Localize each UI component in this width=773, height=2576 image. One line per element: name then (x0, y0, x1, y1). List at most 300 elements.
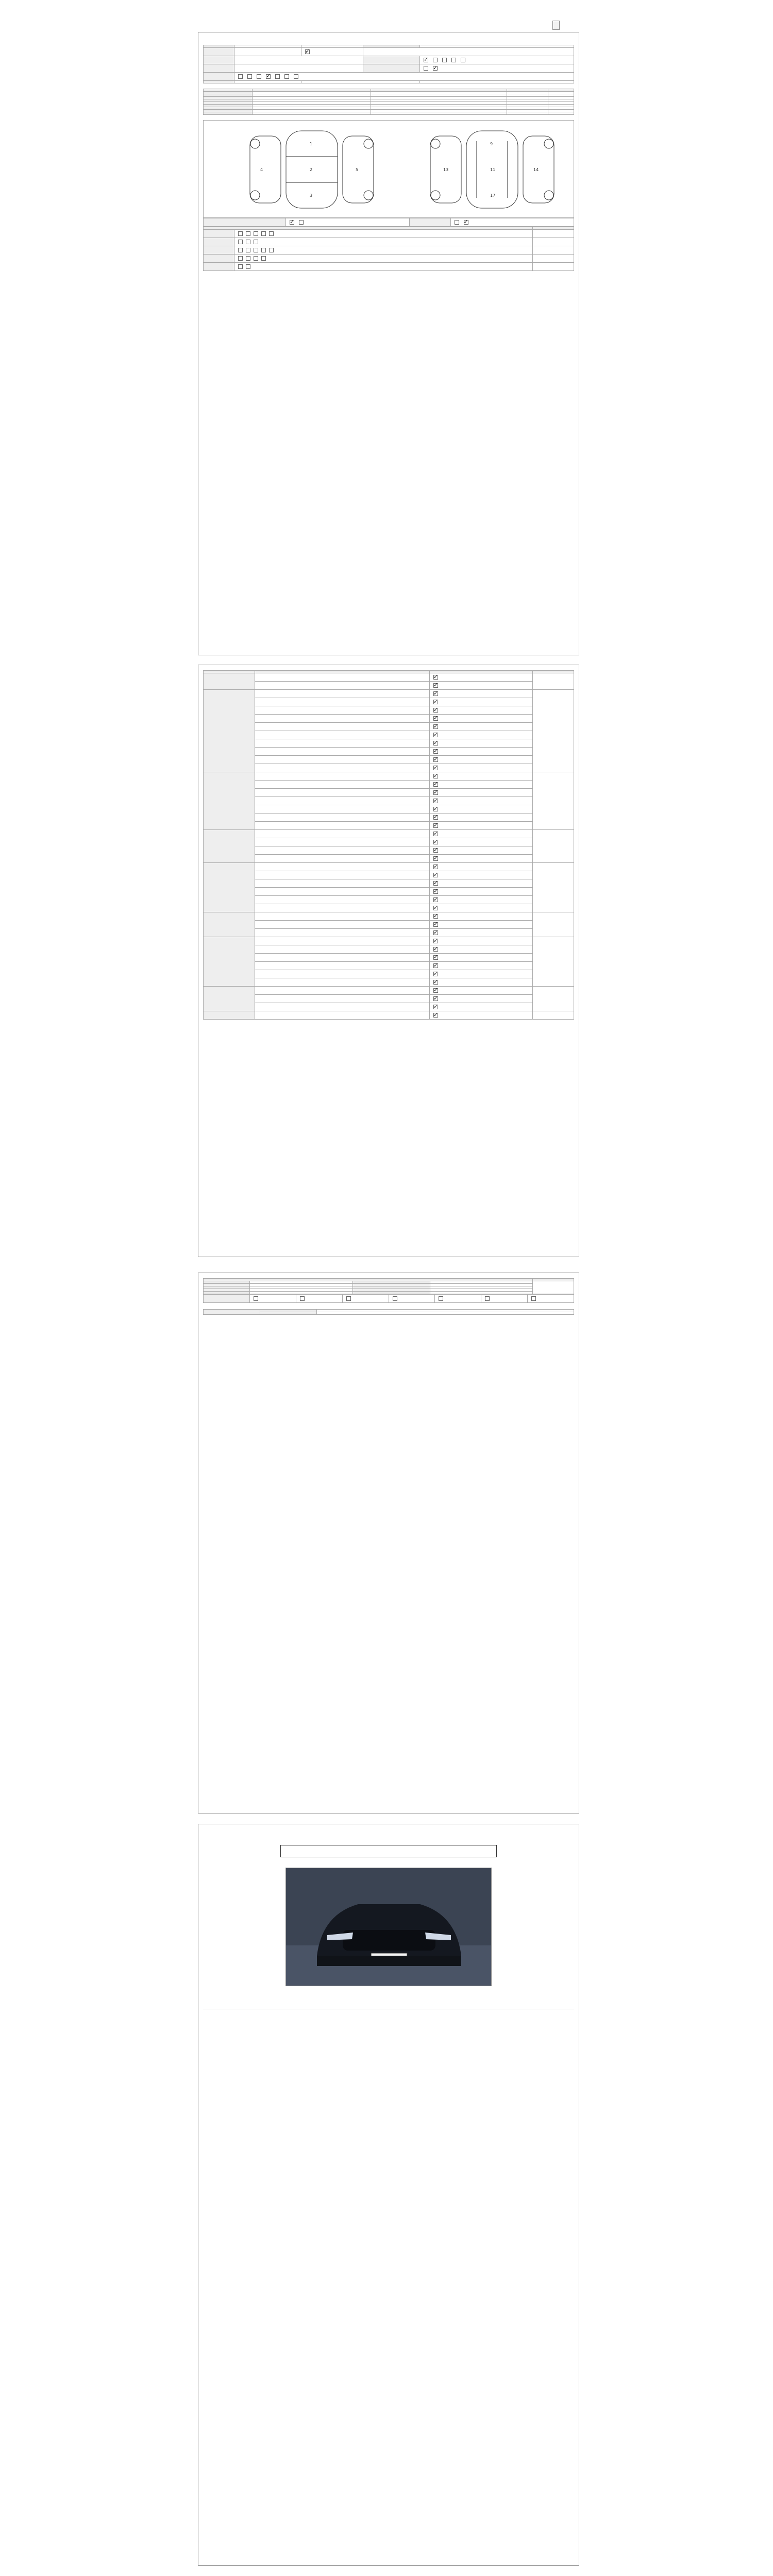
detail-row (204, 814, 574, 822)
detail-item-state[interactable] (430, 1003, 533, 1011)
svg-text:1: 1 (310, 142, 313, 146)
exchange-item-checkbox[interactable] (254, 256, 258, 261)
exchange-item-checkbox[interactable] (269, 248, 274, 252)
detail-item-label (255, 739, 430, 748)
detail-state-checkbox[interactable] (433, 757, 438, 762)
exchange-item-checkbox[interactable] (238, 231, 243, 236)
detail-group-price (533, 987, 574, 1011)
exchange-rank-items (234, 230, 533, 238)
detail-row (204, 970, 574, 978)
engine-value (234, 81, 301, 83)
detail-item-state[interactable] (430, 945, 533, 954)
svg-text:4: 4 (260, 167, 263, 172)
other-row-right-state[interactable] (430, 1292, 533, 1294)
detail-item-label (255, 871, 430, 879)
other-row (204, 1292, 574, 1294)
car-diagram (203, 120, 574, 218)
page-1 (198, 32, 579, 655)
detail-row (204, 698, 574, 706)
status-row-price (507, 112, 548, 115)
basic-item[interactable] (528, 1295, 574, 1303)
exchange-rank-price (533, 238, 574, 246)
detail-item-state[interactable] (430, 822, 533, 830)
detail-item-label (255, 912, 430, 921)
status-row-detail (371, 112, 507, 115)
status-row-state[interactable] (253, 112, 371, 115)
exchange-item-checkbox[interactable] (261, 231, 266, 236)
detail-row (204, 797, 574, 805)
vin-value (234, 64, 363, 73)
detail-item-label (255, 797, 430, 805)
basic-item-checkbox[interactable] (485, 1296, 490, 1301)
detail-row (204, 978, 574, 987)
exchange-item-checkbox[interactable] (238, 256, 243, 261)
detail-item-state[interactable] (430, 896, 533, 904)
detail-group-name (204, 673, 255, 690)
detail-item-state[interactable] (430, 698, 533, 706)
top-bar (198, 21, 579, 31)
fuel-etc[interactable] (294, 74, 298, 79)
detail-item-state[interactable] (430, 739, 533, 748)
detail-group-name (204, 772, 255, 830)
detail-row (204, 995, 574, 1003)
detail-item-state[interactable] (430, 723, 533, 731)
detail-state-checkbox[interactable] (433, 865, 438, 869)
detail-state-checkbox[interactable] (433, 716, 438, 721)
detail-row (204, 896, 574, 904)
warranty-self[interactable] (424, 66, 428, 71)
detail-group-price (533, 830, 574, 863)
detail-item-state[interactable] (430, 871, 533, 879)
feature-table (203, 1309, 574, 1315)
other-table (203, 1278, 574, 1294)
detail-item-state[interactable] (430, 789, 533, 797)
detail-item-state[interactable] (430, 954, 533, 962)
transmission-cvt[interactable] (451, 58, 456, 62)
detail-item-label (255, 995, 430, 1003)
exchange-row (204, 255, 574, 263)
warranty-label (363, 64, 420, 73)
year-label (204, 48, 234, 56)
detail-item-state[interactable] (430, 863, 533, 871)
detail-item-state[interactable] (430, 921, 533, 929)
detail-state-checkbox[interactable] (433, 840, 438, 844)
detail-item-state[interactable] (430, 888, 533, 896)
detail-group-price (533, 863, 574, 912)
fuel-label (204, 73, 234, 81)
detail-group-name (204, 987, 255, 1011)
detail-state-checkbox[interactable] (433, 749, 438, 754)
detail-group-price (533, 673, 574, 690)
vehicle-info-table (203, 45, 574, 83)
detail-item-label (255, 888, 430, 896)
fuel-hybrid[interactable] (266, 74, 271, 79)
detail-row (204, 789, 574, 797)
detail-row (204, 1003, 574, 1011)
detail-item-label (255, 970, 430, 978)
accident-history-table (203, 218, 574, 227)
detail-state-checkbox[interactable] (433, 996, 438, 1001)
detail-state-checkbox[interactable] (433, 955, 438, 960)
exchange-item-checkbox[interactable] (254, 248, 258, 252)
detail-item-state[interactable] (430, 830, 533, 838)
exchange-item-checkbox[interactable] (238, 248, 243, 252)
detail-item-state[interactable] (430, 846, 533, 855)
detail-state-checkbox[interactable] (433, 766, 438, 770)
detail-row (204, 781, 574, 789)
detail-row (204, 748, 574, 756)
detail-row (204, 962, 574, 970)
detail-state-checkbox[interactable] (433, 906, 438, 910)
basic-item[interactable] (250, 1295, 296, 1303)
detail-state-checkbox[interactable] (433, 774, 438, 778)
detail-row (204, 682, 574, 690)
year-value (234, 48, 301, 56)
detail-state-checkbox[interactable] (433, 873, 438, 877)
basic-item-checkbox[interactable] (393, 1296, 397, 1301)
notice-section-2 (198, 1325, 579, 1330)
detail-row (204, 764, 574, 772)
detail-item-label (255, 706, 430, 715)
status-table (203, 89, 574, 115)
print-button[interactable] (552, 21, 560, 30)
exchange-rank-price (533, 263, 574, 271)
detail-item-label (255, 764, 430, 772)
detail-state-checkbox[interactable] (433, 988, 438, 993)
basic-item-checkbox[interactable] (300, 1296, 305, 1301)
exchange-row (204, 230, 574, 238)
other-row-state[interactable] (250, 1292, 353, 1294)
detail-state-checkbox[interactable] (433, 691, 438, 696)
simple-repair-none[interactable] (455, 220, 459, 225)
detail-item-label (255, 805, 430, 814)
detail-row (204, 690, 574, 698)
detail-row (204, 805, 574, 814)
exchange-item-checkbox[interactable] (254, 231, 258, 236)
exchange-item-checkbox[interactable] (246, 256, 250, 261)
engine-label (204, 81, 234, 83)
svg-text:5: 5 (356, 167, 359, 172)
detail-item-label (255, 756, 430, 764)
exchange-item-checkbox[interactable] (246, 231, 250, 236)
page-2 (198, 665, 579, 1257)
exchange-rank-price (533, 255, 574, 263)
exchange-row (204, 263, 574, 271)
detail-item-state[interactable] (430, 855, 533, 863)
detail-item-label (255, 830, 430, 838)
detail-state-checkbox[interactable] (433, 683, 438, 688)
basic-item-checkbox[interactable] (346, 1296, 351, 1301)
detail-row (204, 673, 574, 682)
detail-item-state[interactable] (430, 904, 533, 912)
basic-item-checkbox[interactable] (439, 1296, 443, 1301)
detail-state-checkbox[interactable] (433, 897, 438, 902)
detail-item-label (255, 698, 430, 706)
detail-item-label (255, 772, 430, 781)
detail-item-state[interactable] (430, 706, 533, 715)
detail-state-checkbox[interactable] (433, 733, 438, 737)
detail-row (204, 838, 574, 846)
detail-group-name (204, 937, 255, 987)
detail-state-checkbox[interactable] (433, 914, 438, 919)
detail-row (204, 715, 574, 723)
exchange-rank-items (234, 246, 533, 255)
detail-item-label (255, 896, 430, 904)
detail-item-state[interactable] (430, 970, 533, 978)
exchange-item-checkbox[interactable] (254, 240, 258, 244)
detail-group-price (533, 1011, 574, 1020)
basic-label (204, 1295, 250, 1303)
price-value (420, 81, 574, 83)
detail-row (204, 830, 574, 838)
detail-state-checkbox[interactable] (433, 980, 438, 985)
detail-item-state[interactable] (430, 797, 533, 805)
detail-item-label (255, 929, 430, 937)
detail-state-checkbox[interactable] (433, 856, 438, 861)
detail-item-label (255, 781, 430, 789)
detail-group-price (533, 937, 574, 987)
basic-item[interactable] (342, 1295, 389, 1303)
vin-label (204, 64, 234, 73)
exchange-item-checkbox[interactable] (269, 231, 274, 236)
detail-item-label (255, 715, 430, 723)
detail-item-state[interactable] (430, 748, 533, 756)
notice-section-1 (198, 1319, 579, 1325)
detail-group-price (533, 912, 574, 937)
detail-state-checkbox[interactable] (433, 972, 438, 976)
inspection-photo (285, 1868, 492, 1986)
exchange-rank-price (533, 230, 574, 238)
detail-state-checkbox[interactable] (433, 807, 438, 811)
detail-row (204, 706, 574, 715)
detail-item-state[interactable] (430, 987, 533, 995)
detail-item-state[interactable] (430, 764, 533, 772)
detail-state-checkbox[interactable] (433, 889, 438, 894)
detail-row (204, 863, 574, 871)
fuel-lpg[interactable] (257, 74, 261, 79)
detail-item-state[interactable] (430, 715, 533, 723)
detail-item-state[interactable] (430, 995, 533, 1003)
basic-items-table (203, 1294, 574, 1303)
detail-row (204, 723, 574, 731)
page-4 (198, 1824, 579, 2566)
detail-item-state[interactable] (430, 731, 533, 739)
detail-item-state[interactable] (430, 929, 533, 937)
fuel-gasoline[interactable] (238, 74, 243, 79)
detail-row (204, 871, 574, 879)
detail-row (204, 739, 574, 748)
detail-item-state[interactable] (430, 772, 533, 781)
exchange-table (203, 227, 574, 271)
exchange-rank-label (204, 255, 234, 263)
detail-item-state[interactable] (430, 937, 533, 945)
detail-state-checkbox[interactable] (433, 782, 438, 787)
detail-row (204, 1011, 574, 1020)
detail-row (204, 822, 574, 830)
detail-group-name (204, 830, 255, 863)
detail-state-checkbox[interactable] (433, 1005, 438, 1009)
accident-yes[interactable] (299, 220, 304, 225)
svg-text:14: 14 (533, 167, 539, 172)
detail-row (204, 954, 574, 962)
exchange-rank-label (204, 230, 234, 238)
accident-none[interactable] (290, 220, 294, 225)
detail-row (204, 855, 574, 863)
detail-item-state[interactable] (430, 805, 533, 814)
detail-item-label (255, 978, 430, 987)
detail-item-state[interactable] (430, 756, 533, 764)
detail-state-checkbox[interactable] (433, 708, 438, 713)
detail-state-checkbox[interactable] (433, 939, 438, 943)
detail-item-label (255, 731, 430, 739)
detail-group-price (533, 690, 574, 772)
detail-state-checkbox[interactable] (433, 930, 438, 935)
accident-history-label (204, 218, 286, 227)
car-outline-svg (204, 121, 574, 217)
detail-item-label (255, 1003, 430, 1011)
detail-row (204, 846, 574, 855)
detail-row (204, 945, 574, 954)
exchange-item-checkbox[interactable] (238, 264, 243, 269)
detail-item-label (255, 954, 430, 962)
first-reg-label (204, 56, 234, 64)
basic-item-checkbox[interactable] (531, 1296, 536, 1301)
detail-item-label (255, 673, 430, 682)
detail-state-checkbox[interactable] (433, 823, 438, 828)
detail-state-checkbox[interactable] (433, 799, 438, 803)
basic-item[interactable] (481, 1295, 528, 1303)
exchange-item-checkbox[interactable] (261, 256, 266, 261)
exchange-rank-label (204, 238, 234, 246)
detail-state-checkbox[interactable] (433, 741, 438, 745)
exchange-rank-label (204, 263, 234, 271)
detail-state-checkbox[interactable] (433, 881, 438, 886)
exchange-rank-items (234, 255, 533, 263)
status-row (204, 112, 574, 115)
basic-item[interactable] (435, 1295, 481, 1303)
detail-table (203, 670, 574, 1020)
detail-item-label (255, 846, 430, 855)
detail-state-checkbox[interactable] (433, 922, 438, 927)
inspect-date-value (317, 1312, 574, 1315)
inspect-value (363, 48, 574, 56)
exchange-rank-items (234, 263, 533, 271)
detail-group-name (204, 912, 255, 937)
detail-row (204, 888, 574, 896)
exchange-row (204, 238, 574, 246)
other-row-right-label (352, 1292, 430, 1294)
detail-item-label (255, 822, 430, 830)
other-row-label (204, 1292, 250, 1294)
detail-row (204, 731, 574, 739)
detail-item-label (255, 748, 430, 756)
detail-item-state[interactable] (430, 879, 533, 888)
transmission-etc[interactable] (461, 58, 465, 62)
detail-item-label (255, 879, 430, 888)
detail-row (204, 904, 574, 912)
detail-item-label (255, 987, 430, 995)
exchange-item-checkbox[interactable] (246, 248, 250, 252)
detail-item-state[interactable] (430, 673, 533, 682)
transmission-label (363, 56, 420, 64)
detail-state-checkbox[interactable] (433, 947, 438, 952)
detail-item-state[interactable] (430, 1011, 533, 1020)
detail-row (204, 987, 574, 995)
fuel-diesel[interactable] (247, 74, 252, 79)
detail-state-checkbox[interactable] (433, 1013, 438, 1018)
detail-state-checkbox[interactable] (433, 675, 438, 680)
svg-text:13: 13 (443, 167, 449, 172)
exchange-item-checkbox[interactable] (246, 240, 250, 244)
fuel-electric[interactable] (275, 74, 280, 79)
detail-item-state[interactable] (430, 962, 533, 970)
detail-item-state[interactable] (430, 978, 533, 987)
detail-item-state[interactable] (430, 838, 533, 846)
status-row-label (204, 112, 253, 115)
transmission-semi[interactable] (442, 58, 447, 62)
warranty-insurance[interactable] (433, 66, 438, 71)
detail-row (204, 756, 574, 764)
exchange-rank-label (204, 246, 234, 255)
detail-item-label (255, 789, 430, 797)
inspect-date-label (260, 1312, 317, 1315)
detail-item-label (255, 814, 430, 822)
detail-item-state[interactable] (430, 814, 533, 822)
exchange-item-checkbox[interactable] (261, 248, 266, 252)
detail-item-label (255, 682, 430, 690)
detail-row (204, 879, 574, 888)
fuel-hydrogen[interactable] (284, 74, 289, 79)
detail-group-name (204, 690, 255, 772)
detail-item-state[interactable] (430, 912, 533, 921)
price-label (301, 81, 420, 83)
detail-state-checkbox[interactable] (433, 832, 438, 836)
transmission-auto[interactable] (424, 58, 428, 62)
detail-state-checkbox[interactable] (433, 700, 438, 704)
detail-item-state[interactable] (430, 690, 533, 698)
basic-item[interactable] (296, 1295, 342, 1303)
feature-label (204, 1310, 260, 1315)
detail-state-checkbox[interactable] (433, 790, 438, 795)
basic-item-checkbox[interactable] (254, 1296, 258, 1301)
footer-text (203, 2009, 574, 2011)
basic-item[interactable] (389, 1295, 435, 1303)
car-photo-svg (286, 1868, 492, 1986)
detail-group-price (533, 772, 574, 830)
detail-item-state[interactable] (430, 682, 533, 690)
detail-row (204, 921, 574, 929)
exchange-rank-items (234, 238, 533, 246)
transmission-manual[interactable] (433, 58, 438, 62)
status-row-note (548, 112, 574, 115)
detail-state-checkbox[interactable] (433, 815, 438, 820)
detail-item-label (255, 690, 430, 698)
exchange-rank-price (533, 246, 574, 255)
detail-row (204, 929, 574, 937)
exchange-item-checkbox[interactable] (238, 240, 243, 244)
exchange-item-checkbox[interactable] (246, 264, 250, 269)
svg-text:2: 2 (310, 167, 313, 172)
inspect-checkbox[interactable] (305, 49, 310, 54)
detail-state-checkbox[interactable] (433, 963, 438, 968)
detail-item-state[interactable] (430, 781, 533, 789)
detail-state-checkbox[interactable] (433, 724, 438, 729)
detail-state-checkbox[interactable] (433, 848, 438, 853)
svg-text:11: 11 (490, 167, 496, 172)
detail-row (204, 772, 574, 781)
simple-repair-yes[interactable] (464, 220, 468, 225)
price-guide-box (280, 1845, 497, 1857)
